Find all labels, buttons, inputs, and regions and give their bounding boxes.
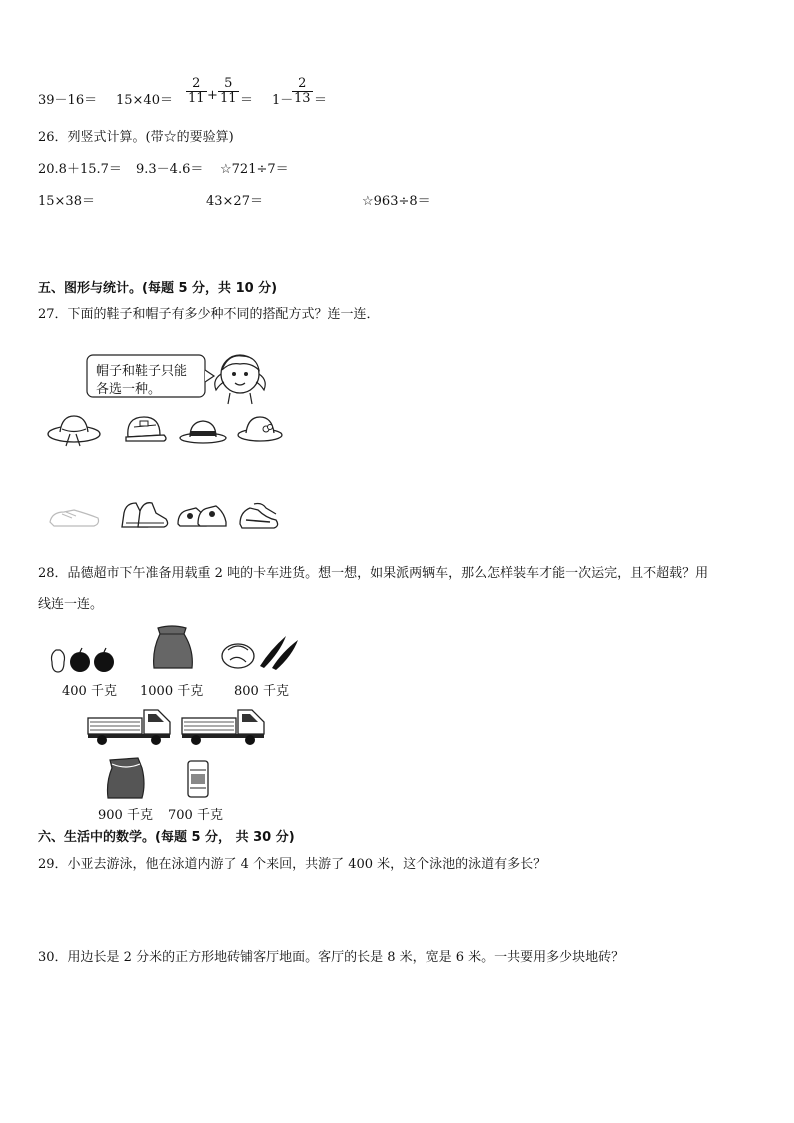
rice-sack-icon	[148, 624, 198, 672]
sneaker-icon	[48, 504, 102, 530]
flour-bag-icon	[104, 756, 148, 800]
q28-text-line1: 28．品德超市下午准备用载重 2 吨的卡车进货。想一想，如果派两辆车，那么怎样装车才能一次运完，且不超载？用	[38, 566, 709, 581]
cap-icon	[120, 413, 170, 445]
section-5-title: 五、图形与统计。(每题 5 分，共 10 分)	[38, 281, 278, 296]
q26-expr-3: ☆721÷7＝	[220, 162, 289, 177]
hiking-shoes-icon	[236, 498, 282, 530]
vegetables-icon	[220, 632, 300, 672]
weight-label-700: 700 千克	[168, 808, 223, 823]
fruit-icon	[46, 644, 118, 674]
weight-label-400: 400 千克	[62, 684, 117, 699]
girl-icon	[210, 350, 270, 406]
one-minus: 1－	[272, 93, 294, 108]
equals-1: ＝	[240, 93, 254, 108]
weight-label-1000: 1000 千克	[140, 684, 204, 699]
q26-expr-1: 20.8＋15.7＝	[38, 162, 122, 177]
oil-can-icon	[185, 758, 211, 800]
q26-expr-6: ☆963÷8＝	[362, 194, 431, 209]
sun-hat-icon	[46, 412, 102, 448]
bubble-text-1: 帽子和鞋子只能	[96, 364, 188, 379]
q29-text: 29．小亚去游泳，他在泳道内游了 4 个来回，共游了 400 米，这个泳池的泳道有多长？	[38, 857, 547, 872]
q26-title: 26．列竖式计算。(带☆的要验算)	[38, 130, 234, 145]
sport-shoes-icon	[176, 500, 228, 530]
weight-label-900: 900 千克	[98, 808, 153, 823]
expr-39-16: 39－16＝	[38, 93, 98, 108]
bubble-text-2: 各选一种。	[96, 382, 162, 397]
q30-text: 30．用边长是 2 分米的正方形地砖铺客厅地面。客厅的长是 8 米，宽是 6 米。一共要用多少块地砖？	[38, 950, 625, 965]
q28-text-line2: 线连一连。	[38, 597, 104, 612]
fedora-hat-icon	[178, 416, 228, 446]
expr-15x40: 15×40＝	[116, 93, 173, 108]
fraction-2-11: $\frac{2}{11}$	[188, 76, 205, 106]
truck-icon-2	[180, 706, 268, 746]
equals-2: ＝	[314, 93, 328, 108]
weight-label-800: 800 千克	[234, 684, 289, 699]
boots-icon	[118, 497, 170, 531]
q26-expr-2: 9.3－4.6＝	[136, 162, 204, 177]
q26-expr-5: 43×27＝	[206, 194, 263, 209]
fraction-2-13: $\frac{2}{13}$	[294, 76, 311, 106]
plus-sign: +	[207, 88, 218, 103]
q27-title: 27．下面的鞋子和帽子有多少种不同的搭配方式？连一连．	[38, 307, 380, 322]
section-6-title: 六、生活中的数学。(每题 5 分， 共 30 分)	[38, 830, 295, 845]
q26-expr-4: 15×38＝	[38, 194, 95, 209]
fraction-5-11: $\frac{5}{11}$	[220, 76, 237, 106]
truck-icon-1	[86, 706, 174, 746]
flower-hat-icon	[236, 413, 284, 443]
